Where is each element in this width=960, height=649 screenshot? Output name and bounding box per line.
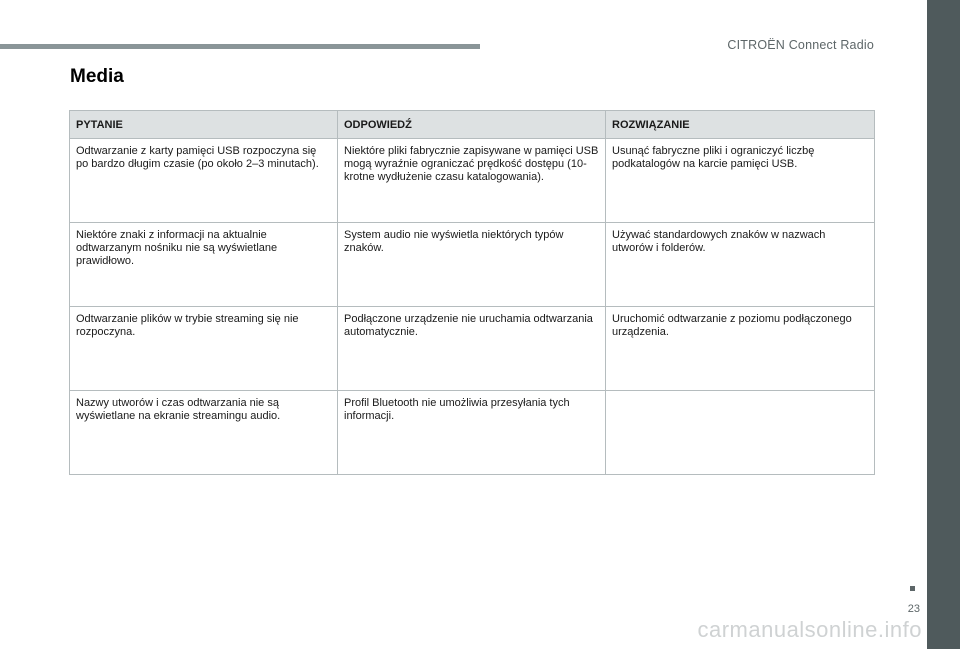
column-header-question: PYTANIE [70,111,338,139]
answer-cell: Profil Bluetooth nie umożliwia przesyłania tych informacji. [338,391,606,475]
answer-cell: Podłączone urządzenie nie uruchamia odtwarzania automatycznie. [338,307,606,391]
solution-cell: Używać standardowych znaków w nazwach utworów i folderów. [606,223,875,307]
table-row [70,139,875,223]
side-strip [927,0,960,649]
solution-cell: Usunąć fabryczne pliki i ograniczyć liczbę podkatalogów na karcie pamięci USB. [606,139,875,223]
faq-table [69,110,875,475]
page-number: 23 [907,603,920,615]
column-header-answer: ODPOWIEDŹ [338,111,606,139]
header-rule [0,44,480,49]
question-cell: Odtwarzanie plików w trybie streaming się nie rozpoczyna. [70,307,338,391]
page-marker-dot [910,586,915,591]
table-row [70,223,875,307]
question-cell: Niektóre znaki z informacji na aktualnie odtwarzanym nośniku nie są wyświetlane prawidłowo. [70,223,338,307]
table-row [70,307,875,391]
brand-header-title: CITROËN Connect Radio [727,38,874,52]
solution-cell [606,391,875,475]
question-cell: Odtwarzanie z karty pamięci USB rozpoczyna się po bardzo długim czasie (po około 2–3 minutach). [70,139,338,223]
table-row [70,391,875,475]
table-header-row [70,111,875,139]
watermark: carmanualsonline.info [697,617,922,642]
page-title: Media [70,66,124,87]
answer-cell: System audio nie wyświetla niektórych typów znaków. [338,223,606,307]
column-header-solution: ROZWIĄZANIE [606,111,875,139]
question-cell: Nazwy utworów i czas odtwarzania nie są wyświetlane na ekranie streamingu audio. [70,391,338,475]
solution-cell: Uruchomić odtwarzanie z poziomu podłączonego urządzenia. [606,307,875,391]
answer-cell: Niektóre pliki fabrycznie zapisywane w pamięci USB mogą wyraźnie ograniczać prędkość dostępu (10-krotne wydłużenie czasu katalogowania). [338,139,606,223]
